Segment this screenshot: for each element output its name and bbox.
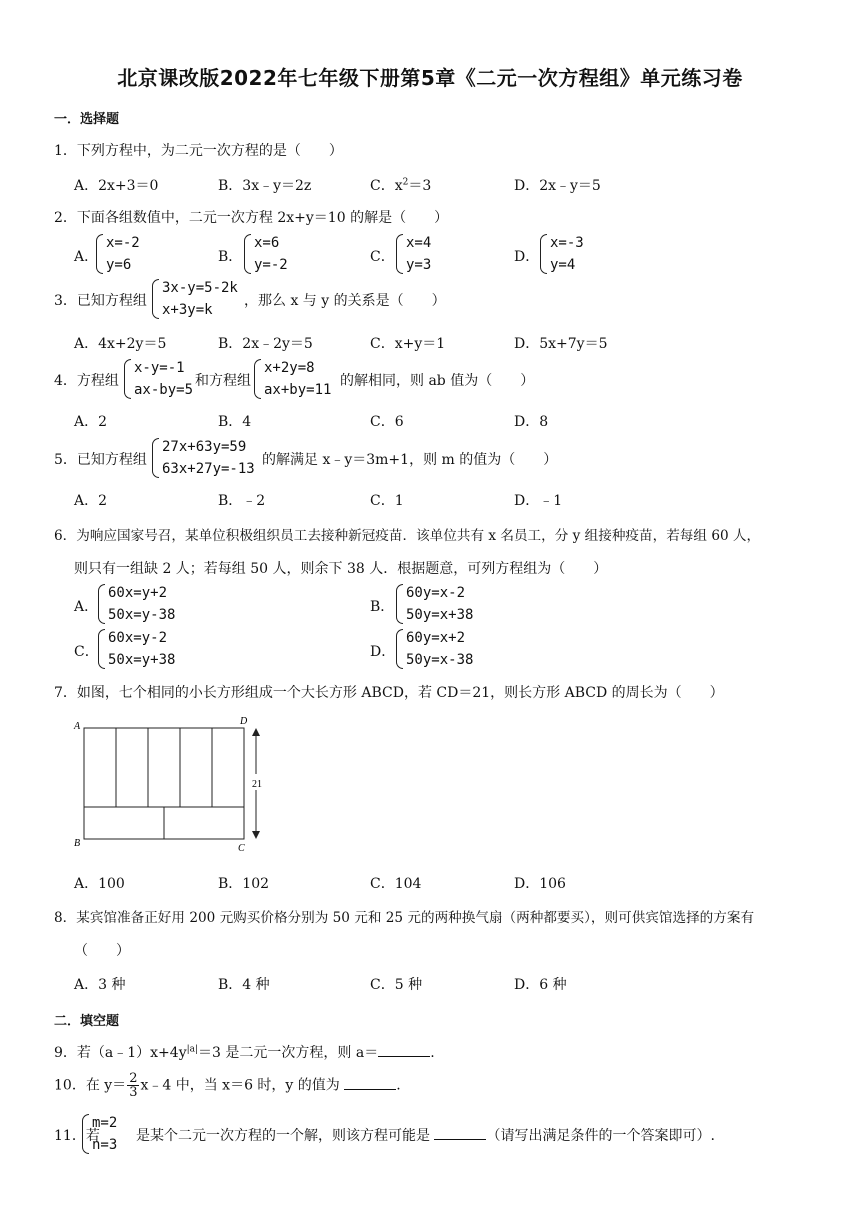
- answer-blank-10[interactable]: [344, 1075, 396, 1090]
- q2-option-a-system: x=-2 y=6: [96, 232, 140, 276]
- question-9: 9．若$(a﹣1)x+4y^{|a|}=3$ 是二元一次方程，则 a＝ .: [54, 1042, 435, 1062]
- q6-option-c-system: 60x=y-2 50x=y+38: [98, 627, 175, 671]
- q7-option-d: D．106: [514, 876, 566, 892]
- q2-option-c-system: x=4 y=3: [396, 232, 431, 276]
- q6-option-b-system: 60y=x-2 50y=x+38: [396, 582, 473, 626]
- q8-option-d: D．6 种: [514, 977, 567, 993]
- rectangle-figure: [66, 712, 276, 852]
- q5-option-a: A．2: [74, 493, 108, 509]
- q4-system-2: x+2y=8 ax+by=11: [254, 357, 331, 401]
- q5-system: 27x+63y=59 63x+27y=-13: [152, 436, 255, 480]
- q5-option-b: B．﹣2: [218, 493, 266, 509]
- q1-option-d: D．2x﹣y＝5: [514, 178, 601, 194]
- vertex-d-label: D: [240, 716, 248, 727]
- q6-option-c-label: C．: [74, 644, 99, 660]
- fraction: $\frac{2}{3}$: [129, 1071, 138, 1100]
- question-4-prefix: 4．方程组: [54, 373, 119, 389]
- q4-option-a: A．2: [74, 414, 108, 430]
- vertex-b-label: B: [74, 838, 81, 849]
- question-8-line-1: 8．某宾馆准备正好用 200 元购买价格分别为 50 元和 25 元的两种换气扇（两种都要买），则可供宾馆选择的方案有: [54, 910, 755, 926]
- q3-option-c: C．x+y＝1: [370, 336, 446, 352]
- question-5-suffix: 的解满足 x﹣y＝3m+1，则 m 的值为（ ）: [262, 452, 558, 468]
- question-4-middle: 和方程组: [195, 373, 251, 389]
- q11-system: m=2 n=3: [82, 1112, 117, 1156]
- q2-option-a-label: A．: [74, 249, 99, 265]
- arrow-up-icon: [252, 728, 260, 736]
- q4-option-b: B．4: [218, 414, 252, 430]
- question-7-stem: 7．如图，七个相同的小长方形组成一个大长方形 ABCD，若 CD＝21，则长方形 ABCD 的周长为（ ）: [54, 685, 724, 701]
- question-11-suffix: 是某个二元一次方程的一个解，则该方程可能是 （请写出满足条件的一个答案即可）.: [136, 1125, 715, 1145]
- q6-option-d-system: 60y=x+2 50y=x-38: [396, 627, 473, 671]
- answer-blank-9[interactable]: [378, 1042, 430, 1057]
- question-10: 10．在 y＝ $\frac{2}{3}$ x﹣4 中，当 x＝6 时，y 的值为 .: [54, 1071, 401, 1100]
- vertex-a-label: A: [74, 721, 81, 732]
- q6-option-a-system: 60x=y+2 50x=y-38: [98, 582, 175, 626]
- q8-option-a: A．3 种: [74, 977, 126, 993]
- q2-option-b-system: x=6 y=-2: [244, 232, 288, 276]
- question-8-line-2: （ ）: [74, 943, 130, 959]
- q7-option-b: B．102: [218, 876, 270, 892]
- q3-option-b: B．2x﹣2y＝5: [218, 336, 313, 352]
- question-5-prefix: 5．已知方程组: [54, 452, 147, 468]
- question-6-line-2: 则只有一组缺 2 人；若每组 50 人，则余下 38 人．根据题意，可列方程组为（ ）: [74, 561, 608, 577]
- q5-option-c: C．1: [370, 493, 404, 509]
- q6-option-a-label: A．: [74, 599, 99, 615]
- question-6-line-1: 6．为响应国家号召，某单位积极组织员工去接种新冠疫苗．该单位共有 x 名员工，分 y 组接种疫苗，若每组 60 人，: [54, 528, 761, 544]
- q2-option-b-label: B．: [218, 249, 243, 265]
- arrow-down-icon: [252, 831, 260, 839]
- answer-blank-11[interactable]: [434, 1125, 486, 1140]
- q5-option-d: D．﹣1: [514, 493, 563, 509]
- q3-system: 3x-y=5-2k x+3y=k: [152, 277, 238, 321]
- q3-option-d: D．5x+7y＝5: [514, 336, 608, 352]
- q1-option-c: C．$x^2=3$: [370, 177, 432, 194]
- question-11-prefix: 11．若: [54, 1128, 100, 1144]
- q3-option-a: A．4x+2y＝5: [74, 336, 167, 352]
- page-title: 北京课改版2022年七年级下册第5章《二元一次方程组》单元练习卷: [117, 66, 743, 90]
- q8-option-b: B．4 种: [218, 977, 270, 993]
- q4-option-c: C．6: [370, 414, 404, 430]
- question-3-suffix: ，那么 x 与 y 的关系是（ ）: [244, 293, 446, 309]
- section-heading-choice: 一．选择题: [54, 112, 120, 127]
- question-1-stem: 1．下列方程中，为二元一次方程的是（ ）: [54, 143, 343, 159]
- q7-option-a: A．100: [74, 876, 125, 892]
- q6-option-b-label: B．: [370, 599, 395, 615]
- question-3-prefix: 3．已知方程组: [54, 293, 147, 309]
- q4-system-1: x-y=-1 ax-by=5: [124, 357, 193, 401]
- q2-option-c-label: C．: [370, 249, 395, 265]
- q2-option-d-system: x=-3 y=4: [540, 232, 584, 276]
- vertex-c-label: C: [238, 843, 245, 852]
- section-heading-fill: 二．填空题: [54, 1014, 120, 1029]
- q7-option-c: C．104: [370, 876, 422, 892]
- question-4-suffix: 的解相同，则 ab 值为（ ）: [340, 373, 535, 389]
- dimension-label: 21: [252, 779, 262, 790]
- q4-option-d: D．8: [514, 414, 549, 430]
- q1-option-b: B．3x﹣y＝2z: [218, 178, 312, 194]
- question-2-stem: 2．下面各组数值中，二元一次方程 2x+y＝10 的解是（ ）: [54, 210, 449, 226]
- q1-option-a: A．2x+3＝0: [74, 178, 159, 194]
- q2-option-d-label: D．: [514, 249, 540, 265]
- q8-option-c: C．5 种: [370, 977, 423, 993]
- q6-option-d-label: D．: [370, 644, 396, 660]
